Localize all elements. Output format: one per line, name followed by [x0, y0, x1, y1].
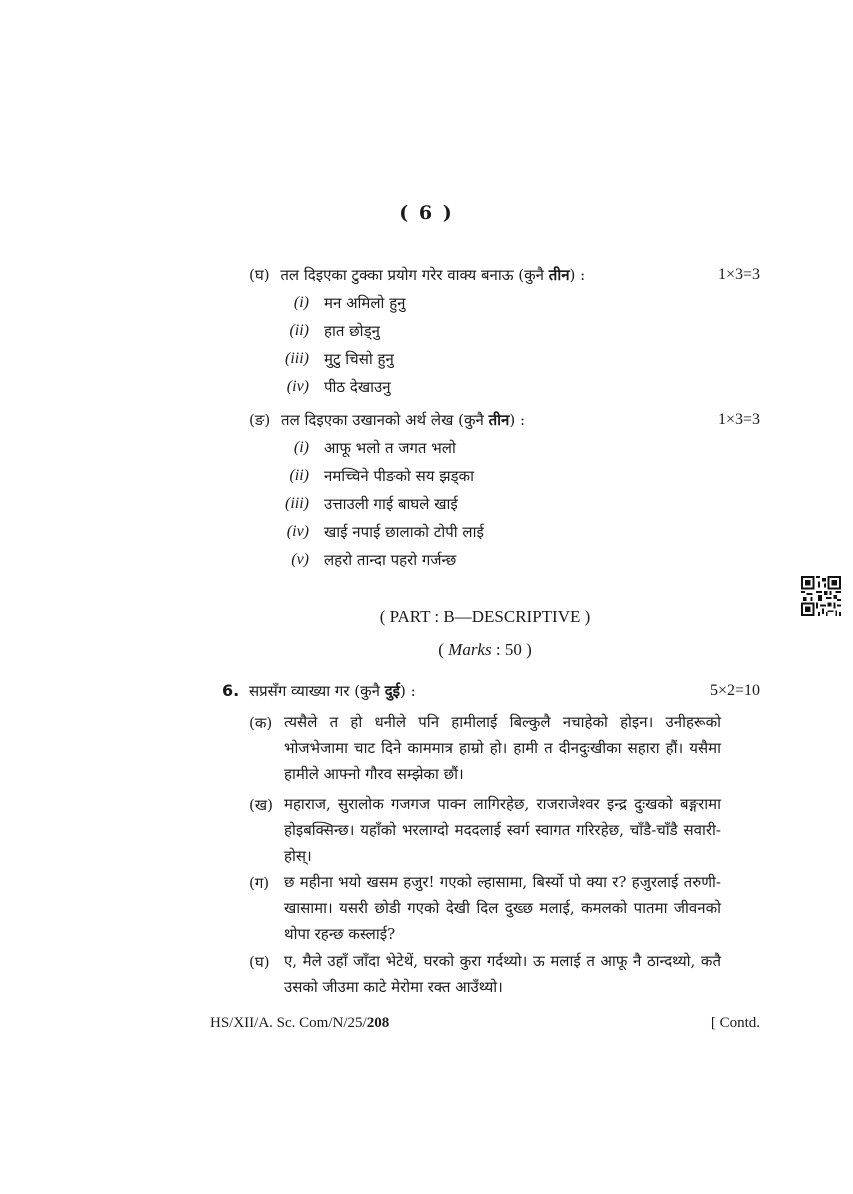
item-num: (i) — [293, 294, 309, 311]
item-num: (iv) — [286, 378, 309, 395]
section-gha-label: (घ) — [249, 266, 270, 284]
footer-code-bold: 208 — [366, 1015, 390, 1031]
page-number: ( 6 ) — [399, 202, 454, 224]
footer-code-text: HS/XII/A. Sc. Com/N/25/ — [210, 1015, 367, 1031]
part-b-title: ( PART : B—DESCRIPTIVE ) — [379, 607, 591, 626]
item-num: (ii) — [289, 467, 309, 484]
footer-code — [210, 1015, 389, 1032]
paragraph-text: महाराज, सुरालोक गजगज पाक्न लागिरहेछ, राजराजेश्वर इन्द्र दुःखको बङ्गरामा होइबक्सिन्छ। यहाँको भरलाग्दो मददलाई स्वर्ग स्वागत गरिरहेछ, चाँडै-चाँडै सवारी-होस्। — [284, 795, 721, 865]
marks-open: ( — [438, 640, 449, 659]
section-gha-marks: 1×3=3 — [717, 266, 760, 283]
item-text: मुटु चिसो हुनु — [324, 350, 394, 368]
instruction-end: ) : — [569, 266, 586, 284]
paragraph-label: (ग) — [249, 874, 270, 892]
paragraph-label: (घ) — [249, 953, 270, 971]
marks-value: : 50 ) — [491, 640, 532, 659]
section-nga-marks: 1×3=3 — [717, 411, 760, 428]
paragraph-label: (क) — [249, 714, 273, 732]
item-num: (iii) — [285, 495, 309, 512]
item-text: खाई नपाई छालाको टोपी लाई — [324, 523, 484, 541]
question6-instruction — [249, 681, 416, 701]
footer-contd: [ Contd. — [710, 1015, 760, 1031]
item-num: (i) — [293, 439, 309, 456]
instruction-end: ) : — [509, 411, 526, 429]
section-nga-instruction — [281, 411, 525, 429]
paragraph-text: ए, मैले उहाँ जाँदा भेटेथें, घरको कुरा गर्दथ्यो। ऊ मलाई त आफू नै ठान्दथ्यो, कतै उसको जीउमा काटे मेरोमा रक्त आउँथ्यो। — [284, 952, 721, 996]
item-num: (ii) — [289, 322, 309, 339]
item-text: उत्ताउली गाई बाघले खाई — [324, 495, 458, 513]
section-nga-heading — [249, 410, 525, 430]
paragraph-text: छ महीना भयो खसम हजुर! गएको ल्हासामा, बिर्स्यो पो क्या र? हजुरलाई तरुणी-खासामा। यसरी छोडी गएको देखी दिल दुख्छ मलाई, कमलको पातमा जीवनको थोपा रहन्छ कस्लाई? — [284, 873, 721, 943]
paragraph-label: (ख) — [249, 796, 273, 814]
paragraph-text: त्यसैले त हो धनीले पनि हामीलाई बिल्कुलै नचाहेको होइन। उनीहरूको भोजभेजामा चाट दिने काममात्र हाम्रो हो। हामी त दीनदुःखीका सहारा हौं। यसैमा हामीले आफ्नो गौरव सम्झेका छौं। — [284, 713, 721, 783]
item-text: पीठ देखाउनु — [324, 378, 391, 396]
part-b-marks — [0, 640, 853, 660]
item-text: नमच्चिने पीङको सय झड्का — [324, 467, 474, 485]
instruction-end: ) : — [400, 682, 416, 700]
item-num: (iv) — [286, 523, 309, 540]
item-num: (iii) — [285, 350, 309, 367]
item-text: हात छोड्नु — [324, 322, 380, 340]
section-gha-heading — [249, 265, 585, 285]
instruction-bold: दुई — [384, 682, 401, 700]
instruction-bold: तीन — [548, 266, 570, 284]
section-nga-label: (ङ) — [249, 411, 271, 429]
item-text: मन अमिलो हुनु — [324, 294, 406, 312]
instruction-text: सप्रसँग व्याख्या गर (कुनै — [249, 682, 385, 700]
instruction-text: तल दिइएका टुक्का प्रयोग गरेर वाक्य बनाऊ (कुनै — [280, 266, 549, 284]
section-gha-instruction — [280, 266, 585, 284]
item-text: आफू भलो त जगत भलो — [324, 439, 456, 457]
instruction-text: तल दिइएका उखानको अर्थ लेख (कुनै — [281, 411, 489, 429]
question6-marks: 5×2=10 — [709, 682, 760, 699]
question-number: 6. — [222, 681, 240, 700]
item-num: (v) — [291, 551, 309, 568]
instruction-bold: तीन — [488, 411, 510, 429]
marks-label: Marks — [448, 640, 492, 659]
item-text: लहरो तान्दा पहरो गर्जन्छ — [324, 551, 457, 569]
